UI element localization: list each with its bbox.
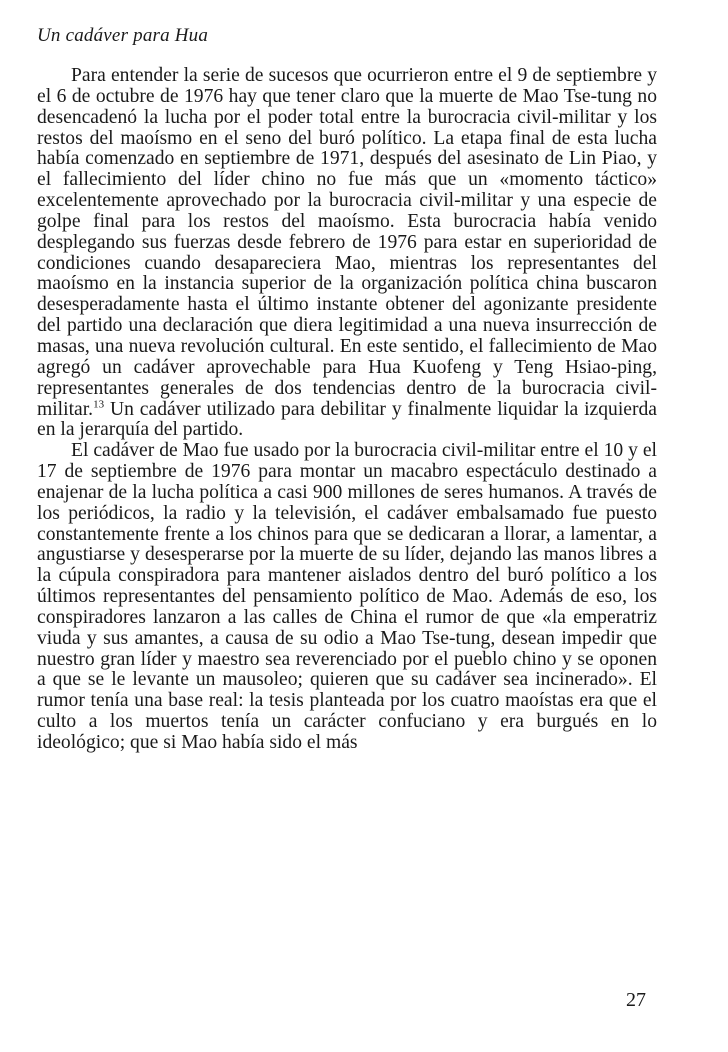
footnote-reference: 13 bbox=[93, 397, 105, 410]
paragraph-1-text: Para entender la serie de sucesos que ocurrieron entre el 9 de septiembre y el 6 de octubre de 1976 hay que tener claro que la muerte de Mao Tse-tung no desencadenó la lucha por el poder total entre la burocracia civil-militar y los restos del maoísmo en el seno del buró político. La etapa final de esta lucha había comenzado en septiembre de 1971, después del asesinato de Lin Piao, y el fallecimiento del líder chino no fue más que un «momento táctico» excelentemente aprovechado por la burocracia civil-militar y una especie de golpe final para los restos del maoísmo. Esta burocracia había venido desplegando sus fuerzas desde febrero de 1976 para estar en superioridad de condiciones cuando desapareciera Mao, mientras los representantes del maoísmo en la instancia superior de la organización política china buscaron desesperadamente hasta el último instante obtener del agonizante presidente del partido una declaración que diera legitimidad a una nueva insurrección de masas, una nueva revolución cultural. En este sentido, el fallecimiento de Mao agregó un cadáver aprovechable para Hua Kuofeng y Teng Hsiao-ping, representantes generales de dos tendencias dentro de la burocracia civil-militar. bbox=[37, 65, 657, 420]
paragraph-1 bbox=[37, 66, 657, 441]
paragraph-2 bbox=[37, 441, 657, 754]
paragraph-1-continuation: Un cadáver utilizado para debilitar y finalmente liquidar la izquierda en la jerarquía del partido. bbox=[37, 398, 657, 441]
running-head: Un cadáver para Hua bbox=[37, 25, 209, 46]
body-text bbox=[37, 66, 657, 754]
paragraph-2-text: El cadáver de Mao fue usado por la burocracia civil-militar entre el 10 y el 17 de septiembre de 1976 para montar un macabro espectáculo destinado a enajenar de la lucha política a casi 900 millones de seres humanos. A través de los periódicos, la radio y la televisión, el cadáver embalsamado fue puesto constantemente frente a los chinos para que se dedicaran a llorar, a lamentar, a angustiarse y desesperarse por la muerte de su líder, dejando las manos libres a la cúpula conspiradora para mantener aislados dentro del buró político a los últimos representantes del pensamiento político de Mao. Además de eso, los conspiradores lanzaron a las calles de China el rumor de que «la emperatriz viuda y sus amantes, a causa de su odio a Mao Tse-tung, desean impedir que nuestro gran líder y maestro sea reverenciado por el pueblo chino y se oponen a que se le levante un mausoleo; quieren que su cadáver sea incinerado». El rumor tenía una base real: la tesis planteada por los cuatro maoístas era que el culto a los muertos tenía un carácter confuciano y era burgués en lo ideológico; que si Mao había sido el más bbox=[37, 440, 657, 753]
page-number: 27 bbox=[626, 989, 646, 1011]
